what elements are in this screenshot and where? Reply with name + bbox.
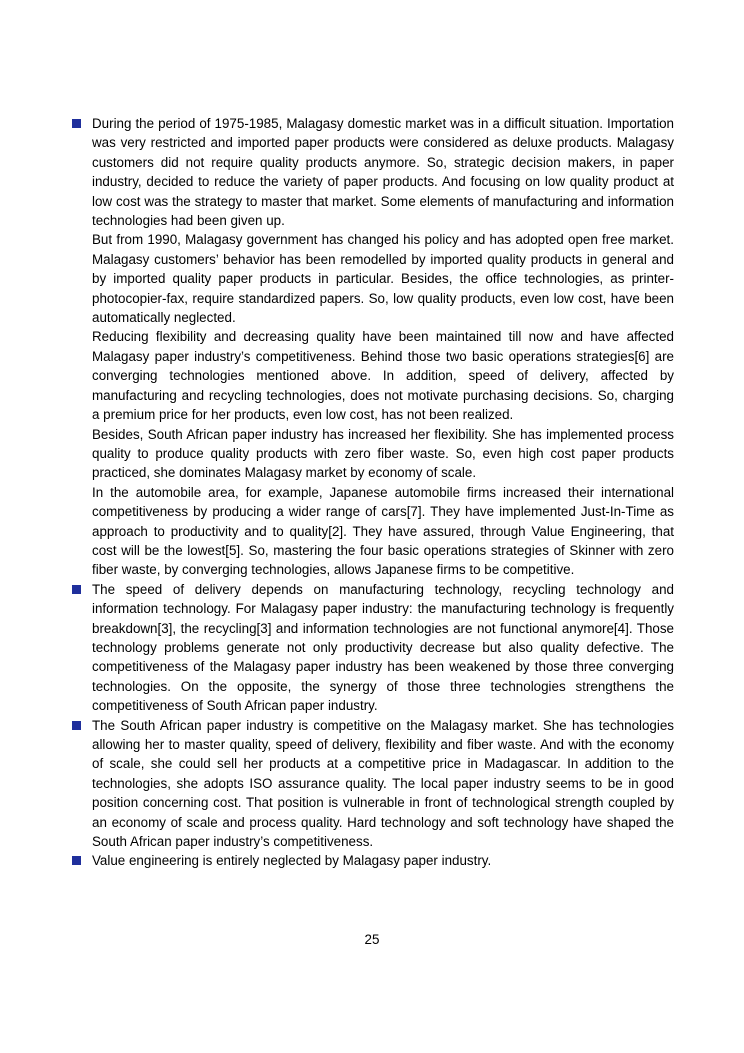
square-bullet-icon — [72, 856, 81, 865]
paragraph-text: Value engineering is entirely neglected by Malagasy paper industry. — [92, 853, 492, 869]
square-bullet-icon — [72, 119, 81, 128]
square-bullet-icon — [72, 585, 81, 594]
paragraph-text: The South African paper industry is competitive on the Malagasy market. She has technologies allowing her to master quality, speed of delivery, flexibility and fiber waste. And with the economy of scale, she could sell her products at a competitive price in Madagascar. In addition to the technologies, she adopts ISO assurance quality. The local paper industry seems to be in good position concerning cost. That position is vulnerable in front of technological strength coupled by an economy of scale and process quality. Hard technology and soft technology have shaped the South African paper industry’s competitiveness. — [92, 717, 674, 850]
paragraph-text: During the period of 1975-1985, Malagasy domestic market was in a difficult situation. Importation was very restricted and imported paper products were considered as deluxe products. Malagasy customers did not require quality products anymore. So, strategic decision makers, in paper industry, decided to reduce the variety of paper products. And focusing on low quality product at low cost was the strategy to master that market. Some elements of manufacturing and information technologies had been given up. — [92, 116, 674, 229]
paragraph-4 — [92, 425, 674, 483]
paragraph-3 — [92, 327, 674, 424]
paragraph-8 — [92, 851, 674, 870]
paragraph-text: The speed of delivery depends on manufacturing technology, recycling technology and information technology. For Malagasy paper industry: the manufacturing technology is frequently breakdown[3], the recycling[3] and information technologies are not functional anymore[4]. Those technology problems generate not only productivity decrease but also quality defective. The competitiveness of the Malagasy paper industry has been weakened by those three converging technologies. On the opposite, the synergy of those three technologies strengthens the competitiveness of South African paper industry. — [92, 581, 674, 714]
paragraph-2 — [92, 230, 674, 327]
paragraph-6 — [92, 580, 674, 716]
paragraph-7 — [92, 716, 674, 852]
paragraph-text: But from 1990, Malagasy government has changed his policy and has adopted open free market. Malagasy customers’ behavior has been remodelled by imported quality products in general and by imported quality paper products in particular. Besides, the office technologies, as printer-photocopier-fax, require standardized papers. So, low quality products, even low cost, have been automatically neglected. — [92, 232, 674, 326]
square-bullet-icon — [72, 721, 81, 730]
paragraph-5 — [92, 483, 674, 580]
page-number: 25 — [364, 932, 380, 947]
paragraph-text: Reducing flexibility and decreasing quality have been maintained till now and have affected Malagasy paper industry’s competitiveness. Behind those two basic operations strategies[6] are converging technologies mentioned above. In addition, speed of delivery, affected by manufacturing and recycling technologies, does not motivate purchasing decisions. So, charging a premium price for her products, even low cost, has not been realized. — [92, 329, 674, 423]
paragraph-text: In the automobile area, for example, Japanese automobile firms increased their international competitiveness by producing a wider range of cars[7]. They have implemented Just-In-Time as approach to productivity and to quality[2]. They have assured, through Value Engineering, that cost will be the lowest[5]. So, mastering the four basic operations strategies of Skinner with zero fiber waste, by converging technologies, allows Japanese firms to be competitive. — [92, 484, 674, 578]
paragraph-text: Besides, South African paper industry has increased her flexibility. She has implemented process quality to produce quality products with zero fiber waste. So, even high cost paper products practiced, she dominates Malagasy market by economy of scale. — [92, 426, 674, 481]
paragraph-1 — [92, 114, 674, 230]
body-text — [92, 114, 674, 871]
